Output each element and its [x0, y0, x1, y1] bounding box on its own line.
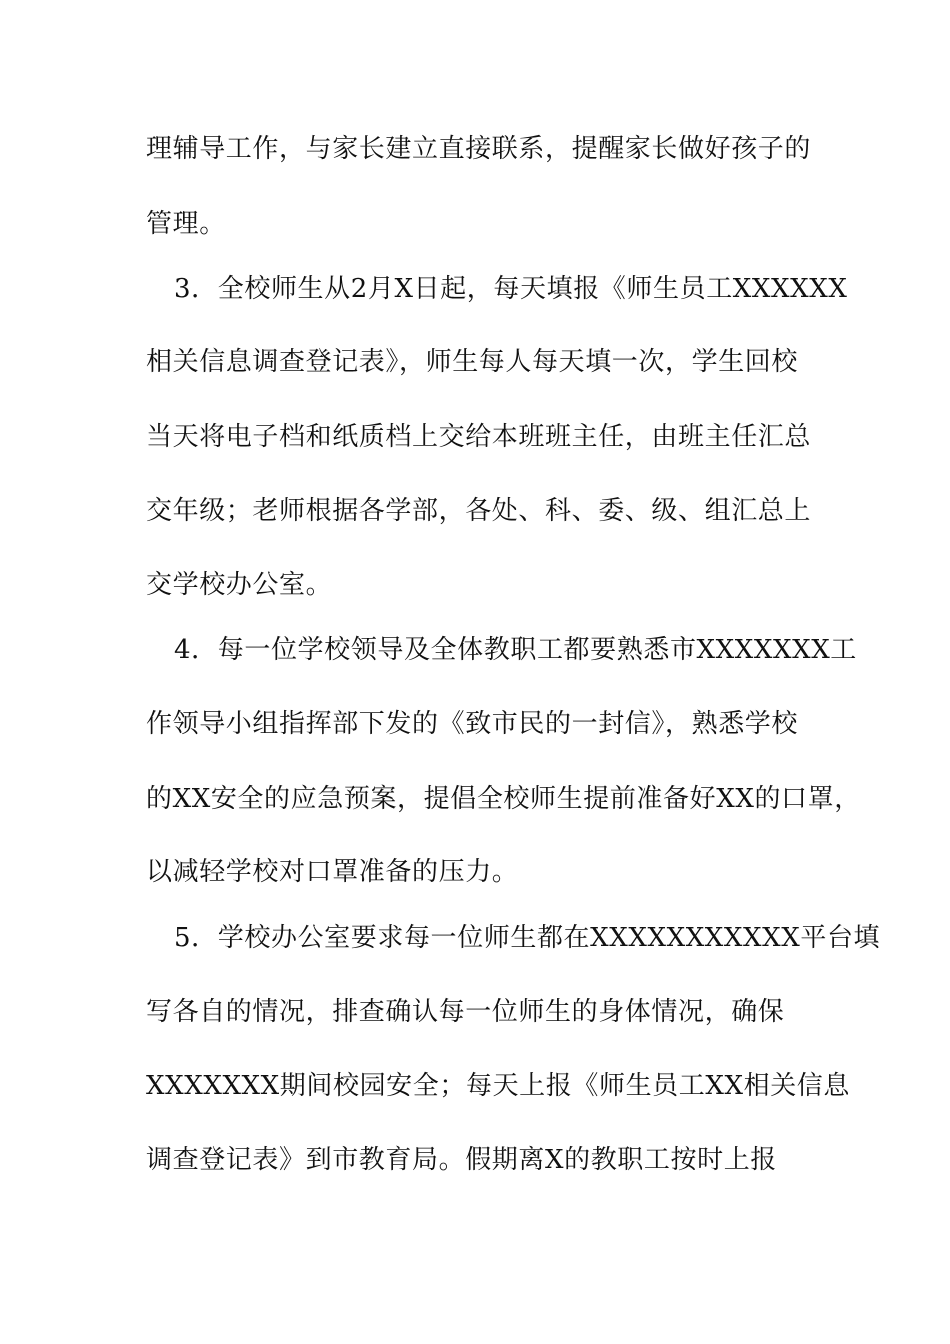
text-line-13: 写各自的情况，排查确认每一位师生的身体情况，确保 — [146, 997, 785, 1027]
text-line-7: 交学校办公室。 — [146, 570, 333, 600]
text-line-14: XXXXXXX期间校园安全；每天上报《师生员工XX相关信息 — [146, 1071, 850, 1101]
text-line-6: 交年级；老师根据各学部，各处、科、委、级、组汇总上 — [146, 496, 812, 526]
text-line-2: 管理。 — [146, 209, 226, 239]
text-line-9: 作领导小组指挥部下发的《致市民的一封信》，熟悉学校 — [146, 709, 799, 739]
text-line-1: 理辅导工作，与家长建立直接联系，提醒家长做好孩子的 — [146, 134, 812, 164]
text-line-12: 5．学校办公室要求每一位师生都在XXXXXXXXXXX平台填 — [174, 923, 881, 953]
text-line-4: 相关信息调查登记表》，师生每人每天填一次，学生回校 — [146, 347, 799, 377]
text-line-5: 当天将电子档和纸质档上交给本班班主任，由班主任汇总 — [146, 422, 812, 452]
text-line-15: 调查登记表》到市教育局。假期离X的教职工按时上报 — [146, 1145, 777, 1175]
text-line-10: 的XX安全的应急预案，提倡全校师生提前准备好XX的口罩， — [146, 784, 861, 814]
text-line-3: 3．全校师生从2月X日起，每天填报《师生员工XXXXXX — [174, 274, 848, 304]
text-line-11: 以减轻学校对口罩准备的压力。 — [146, 857, 519, 887]
text-line-8: 4．每一位学校领导及全体教职工都要熟悉市XXXXXXX工 — [174, 635, 857, 665]
